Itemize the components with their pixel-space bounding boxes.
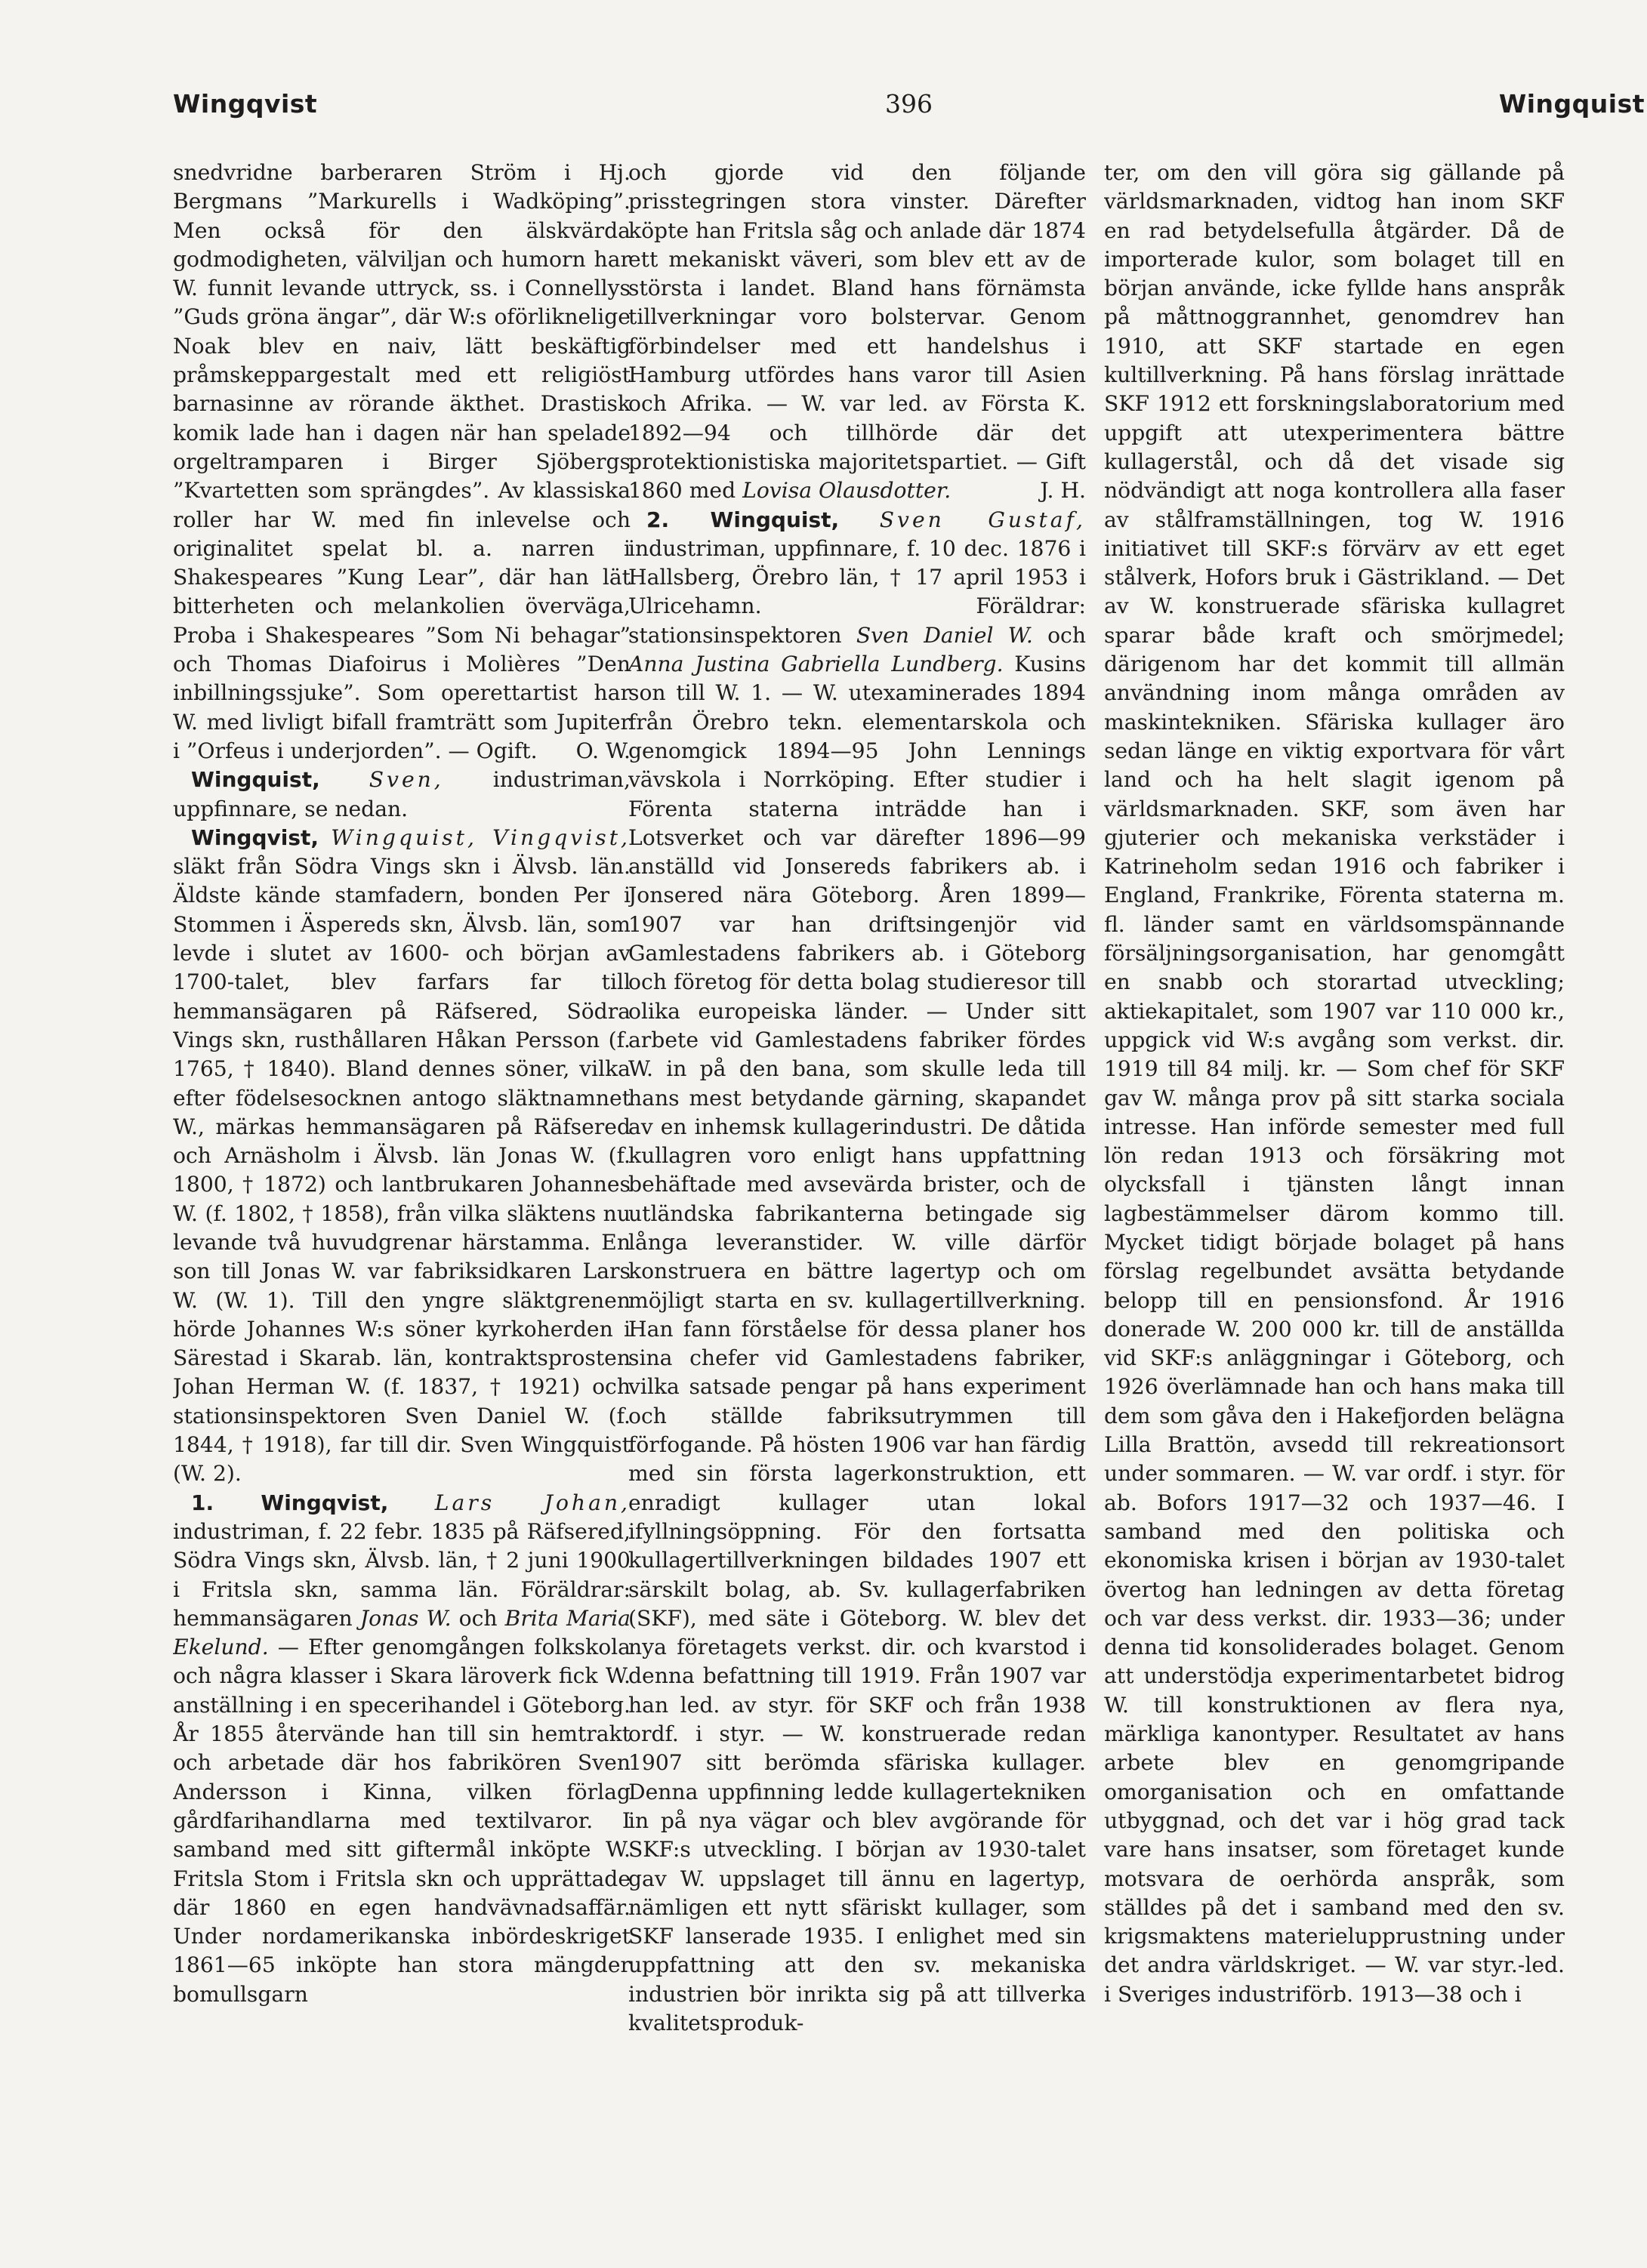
paragraph-text: industriman, f. 22 febr. 1835 på Räfsered, Södra Vings skn, Älvsb. län, † 2 juni 1900 i Fritsla skn, samma län. Föräldrar: hemmansägaren: [173, 1518, 631, 1631]
paragraph-text: [320, 767, 369, 792]
running-header: [173, 89, 1645, 134]
italic-name: Lovisa Olausdotter.: [742, 478, 951, 504]
entry-name: Lars Johan,: [434, 1490, 631, 1515]
article-paragraph: [173, 766, 631, 824]
header-left-keyword: Wingqvist: [173, 89, 318, 119]
entry-headword: Wingquist,: [191, 767, 320, 793]
paragraph-text: ter, om den vill göra sig gällande på världsmarknaden, vidtog han inom SKF en rad betydelsefulla åtgärder. Då de importerade kulor, som bolaget till en början använde, icke fyllde hans anspråk på måttnoggrannhet, genomdrev han 1910, att SKF startade en egen kultillverkning. På hans förslag inrättade SKF 1912 ett forskningslaboratorium med uppgift att utexperimentera bättre kullagerstål, och då det visade sig nödvändigt att noga kontrollera alla faser av stålframställningen, tog W. 1916 initiativet till SKF:s förvärv av ett eget stålverk, Hofors bruk i Gästrikland. — Det av W. konstruerade sfäriska kullagret sparar både kraft och smörjmedel; därigenom har det kommit till allmän användning inom många områden av maskintekniken. Sfäriska kullager äro sedan länge en viktig exportvara för vårt land och ha helt slagit igenom på världsmarknaden. SKF, som även har gjuterier och mekaniska verkstäder i Katrineholm sedan 1916 och fabriker i England, Frankrike, Förenta staterna m. fl. länder samt en världsomspännande försäljningsorganisation, har genomgått en snabb och storartad utveckling; aktiekapitalet, som 1907 var 110 000 kr., uppgick vid W:s avgång som verkst. dir. 1919 till 84 milj. kr. — Som chef för SKF gav W. många prov på sitt starka sociala intresse. Han införde semester med full lön redan 1913 och försäkring mot olycksfall i tjänsten långt innan lagbestämmelser därom kommo till. Mycket tidigt började bolaget på hans förslag regelbundet avsätta betydande belopp till en pensionsfond. År 1916 donerade W. 200 000 kr. till de anställda vid SKF:s anläggningar i Göteborg, och 1926 överlämnade han och hans maka till dem som gåva den i Hakefjorden belägna Lilla Brattön, avsedd till rekreationsort under sommaren. — W. var ordf. i styr. för ab. Bofors 1917—32 och 1937—46. I samband med den politiska och ekonomiska krisen i början av 1930-talet övertog han ledningen av detta företag och var dess verkst. dir. 1933—36; under denna tid konsoliderades bolaget. Genom att understödja experimentarbetet bidrog W. till konstruktionen av flera nya, märkliga kanontyper. Resultatet av hans arbete blev en genomgripande omorganisation och en omfattande utbyggnad, och det var i hög grad tack vare hans insatser, som företaget kunde motsvara de oerhörda anspråk, som ställdes på det i samband med den sv. krigsmaktens materielupprustning under det andra världskriget. — W. var styr.-led. i Sveriges industriförb. 1913—38 och i: [1104, 160, 1565, 2007]
italic-name: Anna Justina Gabriella Lundberg.: [628, 652, 1004, 677]
article-paragraph: [628, 506, 1086, 2038]
paragraph-text: industriman, uppfinnare, se nedan.: [173, 767, 631, 821]
author-signature: J. H.: [1040, 478, 1086, 504]
paragraph-text: och gjorde vid den följande prisstegringen stora vinster. Därefter köpte han Fritsla såg och anlade där 1874 ett mekaniskt väveri, som blev ett av de största i landet. Bland hans förnämsta tillverkningar voro bolstervar. Genom förbindelser med ett handelshus i Hamburg utfördes hans varor till Asien och Afrika. — W. var led. av Första K. 1892—94 och tillhörde där det protektionistiska majoritetspartiet. — Gift 1860 med: [628, 160, 1086, 504]
article-paragraph: [173, 1489, 631, 2009]
paragraph-text: [319, 825, 331, 850]
text-column-1: [173, 159, 631, 2227]
article-paragraph: [173, 159, 631, 766]
entry-name: Sven Gustaf,: [879, 507, 1086, 532]
text-column-2: [628, 159, 1086, 2227]
paragraph-text: och: [1032, 622, 1086, 648]
entry-headword: 1. Wingqvist,: [191, 1490, 389, 1515]
paragraph-text: släkt från Södra Vings skn i Älvsb. län. Äldste kände stamfadern, bonden Per i Stommen i Äspereds skn, Älvsb. län, som levde i slutet av 1600- och början av 1700-talet, blev farfars far till hemmansägaren på Räfsered, Södra Vings skn, rusthållaren Håkan Persson (f. 1765, † 1840). Bland dennes söner, vilka efter födelsesocknen antogo släktnamnet W., märkas hemmansägaren på Räfsered och Arnäsholm i Älvsb. län Jonas W. (f. 1800, † 1872) och lantbrukaren Johannes W. (f. 1802, † 1858), från vilka släktens nu levande två huvudgrenar härstamma. En son till Jonas W. var fabriksidkaren Lars W. (W. 1). Till den yngre släktgrenen hörde Johannes W:s söner kyrkoherden i Särestad i Skarab. län, kontraktsprosten Johan Herman W. (f. 1837, † 1921) och stationsinspektoren Sven Daniel W. (f. 1844, † 1918), far till dir. Sven Wingquist (W. 2).: [173, 854, 631, 1487]
paragraph-text: [388, 1490, 434, 1515]
header-right-keyword: Wingquist: [1498, 89, 1645, 119]
entry-name: Sven,: [369, 767, 444, 793]
paragraph-text: och: [451, 1605, 505, 1631]
italic-name: Brita Maria Ekelund.: [173, 1605, 631, 1660]
article-paragraph: [173, 824, 631, 1489]
entry-name: Wingquist, Vingqvist,: [331, 824, 631, 850]
article-paragraph: [1104, 159, 1565, 2009]
paragraph-text: industriman, uppfinnare, f. 10 dec. 1876 i Hallsberg, Örebro län, † 17 april 1953 i Ulricehamn. Föräldrar: stationsinspektoren: [628, 535, 1086, 648]
author-signature: O. W.: [575, 738, 631, 763]
paragraph-text: [839, 507, 880, 532]
article-paragraph: [628, 159, 1086, 506]
page-number: 396: [885, 89, 933, 119]
paragraph-text: Kusins son till W. 1. — W. utexaminerades 1894 från Örebro tekn. elementarskola och genomgick 1894—95 John Lennings vävskola i Norrköping. Efter studier i Förenta staterna inträdde han i Lotsverket och var därefter 1896—99 anställd vid Jonsereds fabrikers ab. i Jonsered nära Göteborg. Åren 1899—1907 var han driftsingenjör vid Gamlestadens fabrikers ab. i Göteborg och företog för detta bolag studieresor till olika europeiska länder. — Under sitt arbete vid Gamlestadens fabriker fördes W. in på den bana, som skulle leda till hans mest betydande gärning, skapandet av en inhemsk kullagerindustri. De dåtida kullagren voro enligt hans uppfattning behäftade med avsevärda brister, och de utländska fabrikanterna betingade sig långa leveranstider. W. ville därför konstruera en bättre lagertyp och om möjligt starta en sv. kullagertillverkning. Han fann förståelse för dessa planer hos sina chefer vid Gamlestadens fabriker, vilka satsade pengar på hans experiment och ställde fabriksutrymmen till förfogande. På hösten 1906 var han färdig med sin första lagerkonstruktion, ett enradigt kullager utan lokal ifyllningsöppning. För den fortsatta kullagertillverkningen bildades 1907 ett särskilt bolag, ab. Sv. kullagerfabriken (SKF), med säte i Göteborg. W. blev det nya företagets verkst. dir. och kvarstod i denna befattning till 1919. Från 1907 var han led. av styr. för SKF och från 1938 ordf. i styr. — W. konstruerade redan 1907 sitt berömda sfäriska kullager. Denna uppfinning ledde kullagertekniken in på nya vägar och blev avgörande för SKF:s utveckling. I början av 1930-talet gav W. uppslaget till ännu en lagertyp, nämligen ett nytt sfäriskt kullager, som SKF lanserade 1935. I enlighet med sin uppfattning att den sv. mekaniska industrien bör inrikta sig på att tillverka kvalitetsproduk-: [628, 652, 1086, 2035]
entry-headword: Wingqvist,: [191, 824, 319, 850]
paragraph-text: snedvridne barberaren Ström i Hj. Bergmans ”Markurells i Wadköping”. Men också för den älskvärda godmodigheten, välviljan och humorn har W. funnit levande uttryck, ss. i Connellys ”Guds gröna ängar”, där W:s oförliknelige Noak blev en naiv, lätt beskäftig pråmskeppargestalt med ett religiöst barnasinne av rörande äkthet. Drastisk komik lade han i dagen när han spelade orgeltramparen i Birger Sjöbergs ”Kvartetten som sprängdes”. Av klassiska roller har W. med fin inlevelse och originalitet spelat bl. a. narren i Shakespeares ”Kung Lear”, där han lät bitterheten och melankolien överväga, Proba i Shakespeares ”Som Ni behagar” och Thomas Diafoirus i Molières ”Den inbillningssjuke”. Som operettartist har W. med livligt bifall framträtt som Jupiter i ”Orfeus i underjorden”. — Ogift.: [173, 160, 631, 763]
paragraph-text: — Efter genomgången folkskola och några klasser i Skara läroverk fick W. anställning i en specerihandel i Göteborg. År 1855 återvände han till sin hemtrakt och arbetade där hos fabrikören Sven Andersson i Kinna, vilken förlag gårdfarihandlarna med textilvaror. I samband med sitt giftermål inköpte W. Fritsla Stom i Fritsla skn och upprättade där 1860 en egen handvävnadsaffär. Under nordamerikanska inbördeskriget 1861—65 inköpte han stora mängder bomullsgarn: [173, 1635, 631, 2007]
italic-name: Sven Daniel W.: [856, 622, 1033, 648]
text-column-3: [1104, 159, 1565, 2227]
entry-headword: 2. Wingquist,: [646, 507, 840, 532]
italic-name: Jonas W.: [359, 1605, 452, 1631]
